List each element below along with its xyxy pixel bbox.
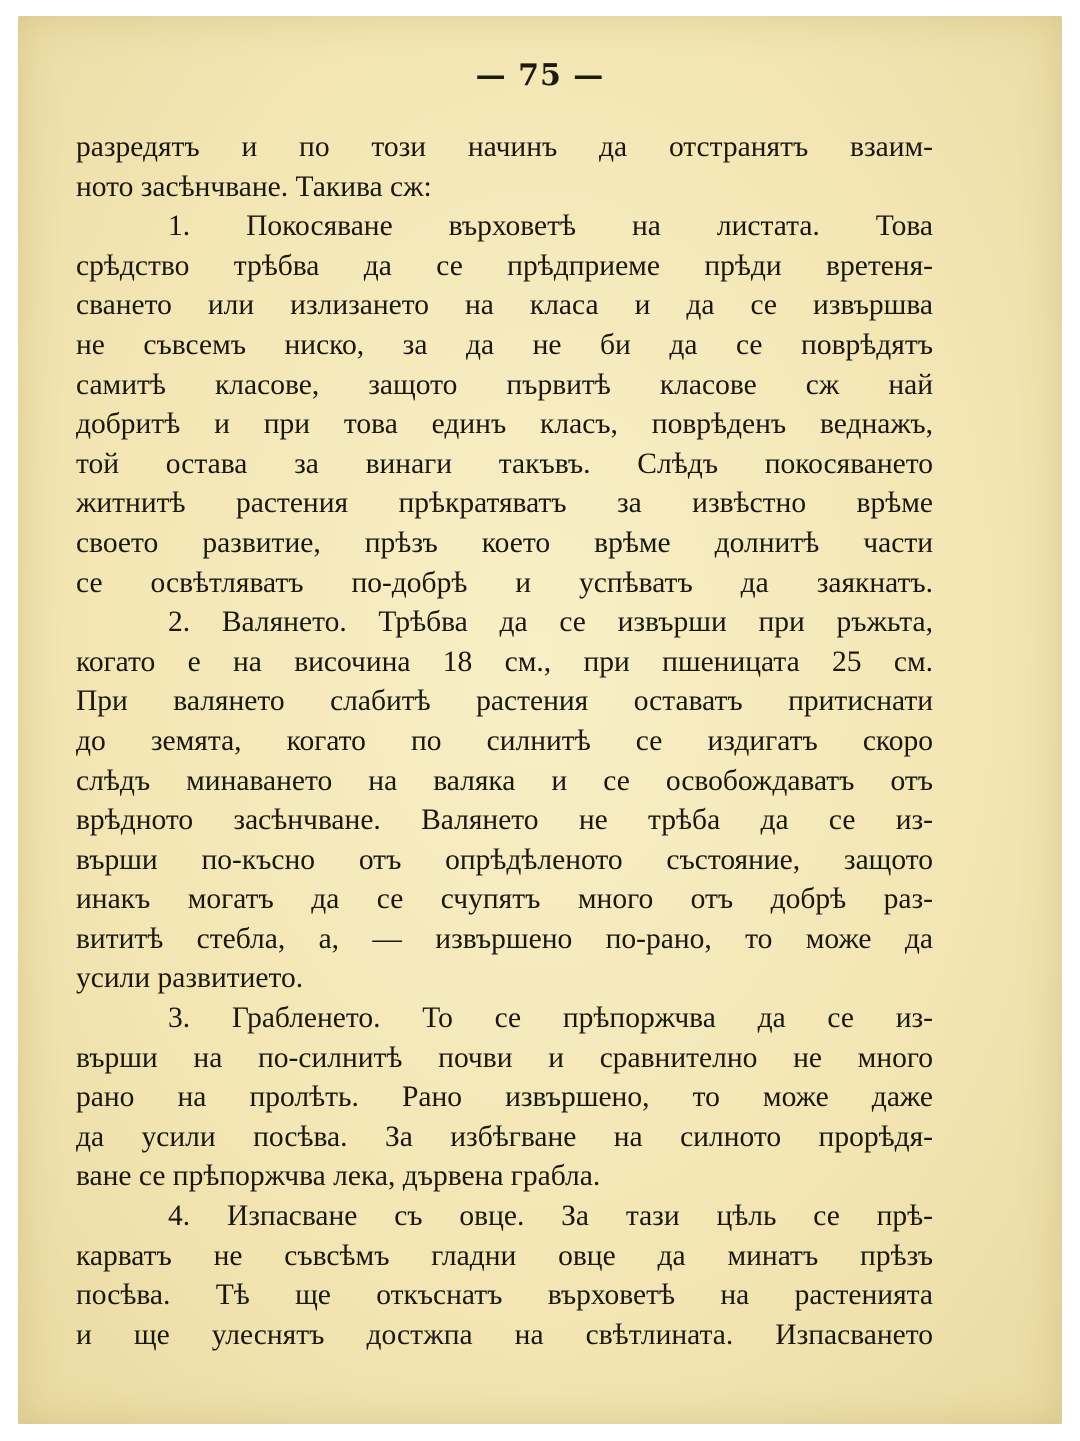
text-line: вититѣ стебла, а, — извършено по-рано, то може да bbox=[76, 922, 933, 955]
text-line: не съвсемъ ниско, за да не би да се поврѣдятъ bbox=[76, 328, 933, 361]
text-line: и ще улеснятъ достжпа на свѣтлината. Изпасването bbox=[76, 1318, 933, 1351]
text-line: житнитѣ растения прѣкратяватъ за извѣстно врѣме bbox=[76, 487, 933, 520]
text-line: При валянето слабитѣ растения оставатъ притиснати bbox=[76, 685, 933, 718]
text-line: върши на по-силнитѣ почви и сравнително не много bbox=[76, 1041, 933, 1074]
text-line-paragraph-start: 3. Грабленето. То се прѣпоржчва да се из- bbox=[168, 1002, 933, 1035]
text-line: усили развитието. bbox=[76, 962, 304, 995]
text-line-paragraph-start: 2. Валянето. Трѣбва да се извърши при ръжьта, bbox=[168, 606, 933, 639]
text-line: карватъ не съвсѣмъ гладни овце да минатъ прѣзъ bbox=[76, 1239, 933, 1272]
text-line: срѣдство трѣбва да се прѣдприеме прѣди вретеня- bbox=[76, 249, 933, 282]
text-line: врѣдното засѣнчване. Валянето не трѣба да се из- bbox=[76, 804, 933, 837]
text-line: разредятъ и по този начинъ да отстранятъ взаим- bbox=[76, 131, 933, 163]
text-line: до земята, когато по силнитѣ се издигатъ скоро bbox=[76, 724, 933, 757]
text-line: самитѣ класове, защото първитѣ класове сж най bbox=[76, 368, 933, 401]
text-line: посѣва. Тѣ ще откъснатъ върховетѣ на растенията bbox=[76, 1279, 933, 1312]
text-line: рано на пролѣть. Рано извършено, то може даже bbox=[76, 1081, 933, 1114]
text-line: ване се прѣпоржчва лека, дървена грабла. bbox=[76, 1160, 601, 1193]
text-line-paragraph-start: 1. Покосяване върховетѣ на листата. Това bbox=[168, 210, 933, 243]
text-line: ното засѣнчване. Такива сж: bbox=[76, 170, 432, 203]
text-line: инакъ могатъ да се счупятъ много отъ добрѣ раз- bbox=[76, 883, 933, 916]
text-line: когато е на височина 18 см., при пшеницата 25 см. bbox=[76, 645, 933, 678]
text-line: сването или излизането на класа и да се извършва bbox=[76, 289, 933, 322]
text-line: той остава за винаги такъвъ. Слѣдъ покосяването bbox=[76, 447, 933, 480]
text-line-paragraph-start: 4. Изпасване съ овце. За тази цѣль се прѣ- bbox=[168, 1200, 933, 1233]
body-text bbox=[76, 128, 933, 1355]
text-line: своето развитие, прѣзъ което врѣме долнитѣ части bbox=[76, 526, 933, 559]
text-line: да усили посѣва. За избѣгване на силното прорѣдя- bbox=[76, 1120, 933, 1153]
text-line: върши по-късно отъ опрѣдѣленото състояние, защото bbox=[76, 843, 933, 876]
page-number: — 75 — bbox=[475, 58, 605, 93]
text-line: слѣдъ минаването на валяка и се освобождаватъ отъ bbox=[76, 764, 933, 797]
text-line: добритѣ и при това единъ класъ, поврѣденъ веднажъ, bbox=[76, 408, 933, 441]
text-line: се освѣтляватъ по-добрѣ и успѣватъ да заякнатъ. bbox=[76, 566, 933, 599]
